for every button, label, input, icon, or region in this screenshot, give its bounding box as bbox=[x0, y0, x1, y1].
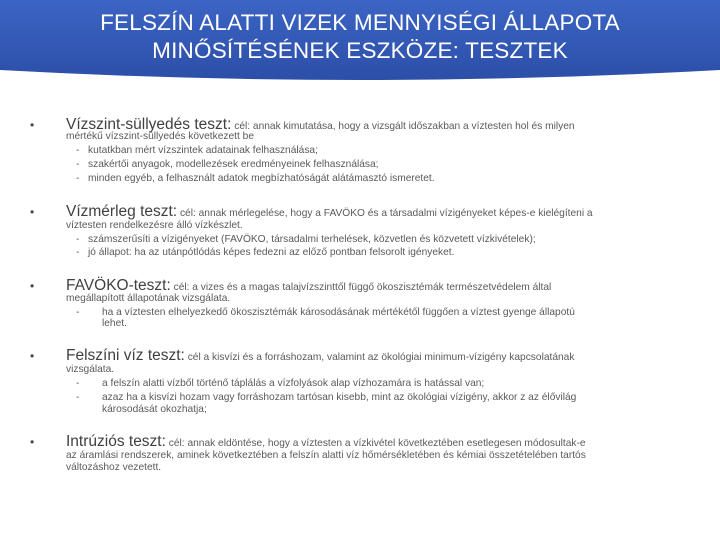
item-heading: FAVÖKO-teszt: bbox=[66, 277, 171, 294]
item-description: cél a kisvízi és a forráshozam, valamint az ökológiai minimum-vízigény kapcsolatának bbox=[184, 352, 575, 363]
title-line-1: FELSZÍN ALATTI VIZEK MENNYISÉGI ÁLLAPOTA bbox=[100, 10, 620, 35]
title-banner bbox=[0, 0, 720, 86]
slide-title bbox=[0, 9, 720, 65]
item-continuation: mértékű vízszint-süllyedés következett be bbox=[66, 131, 254, 142]
item-continuation: az áramlási rendszerek, aminek következtében a felszín alatti víz hőmérsékletében és kémiai összetételében tartós bbox=[66, 450, 586, 461]
item-description: cél: annak kimutatása, hogy a vizsgált időszakban a víztesten hol és milyen bbox=[231, 121, 575, 132]
item-heading: Vízszint-süllyedés teszt: bbox=[66, 116, 232, 133]
item-description: cél: a vizes és a magas talajvízszinttől függő ökoszisztémák természetvédelem által bbox=[170, 282, 552, 293]
item-continuation-2: változáshoz vezetett. bbox=[66, 462, 162, 473]
item-heading: Vízmérleg teszt: bbox=[66, 203, 178, 220]
item-heading: Intrúziós teszt: bbox=[66, 433, 166, 450]
bullet: • bbox=[30, 118, 35, 132]
bullet: • bbox=[30, 435, 35, 449]
item-heading: Felszíni víz teszt: bbox=[66, 347, 185, 364]
bullet: • bbox=[30, 279, 35, 293]
item-continuation: víztesten rendelkezésre álló vízkészlet. bbox=[66, 220, 243, 231]
item-continuation: megállapított állapotának vizsgálata. bbox=[66, 293, 231, 304]
bullet: • bbox=[30, 349, 35, 363]
bullet: • bbox=[30, 205, 35, 219]
item-description: cél: annak mérlegelése, hogy a FAVÖKO és a társadalmi vízigényeket képes-e kielégíteni a bbox=[177, 208, 593, 219]
item-description: cél: annak eldöntése, hogy a víztesten a vízkivétel következtében esetlegesen módosultak-e bbox=[165, 438, 586, 449]
title-line-2: MINŐSÍTÉSÉNEK ESZKÖZE: TESZTEK bbox=[152, 38, 568, 63]
item-continuation: vizsgálata. bbox=[66, 364, 115, 375]
